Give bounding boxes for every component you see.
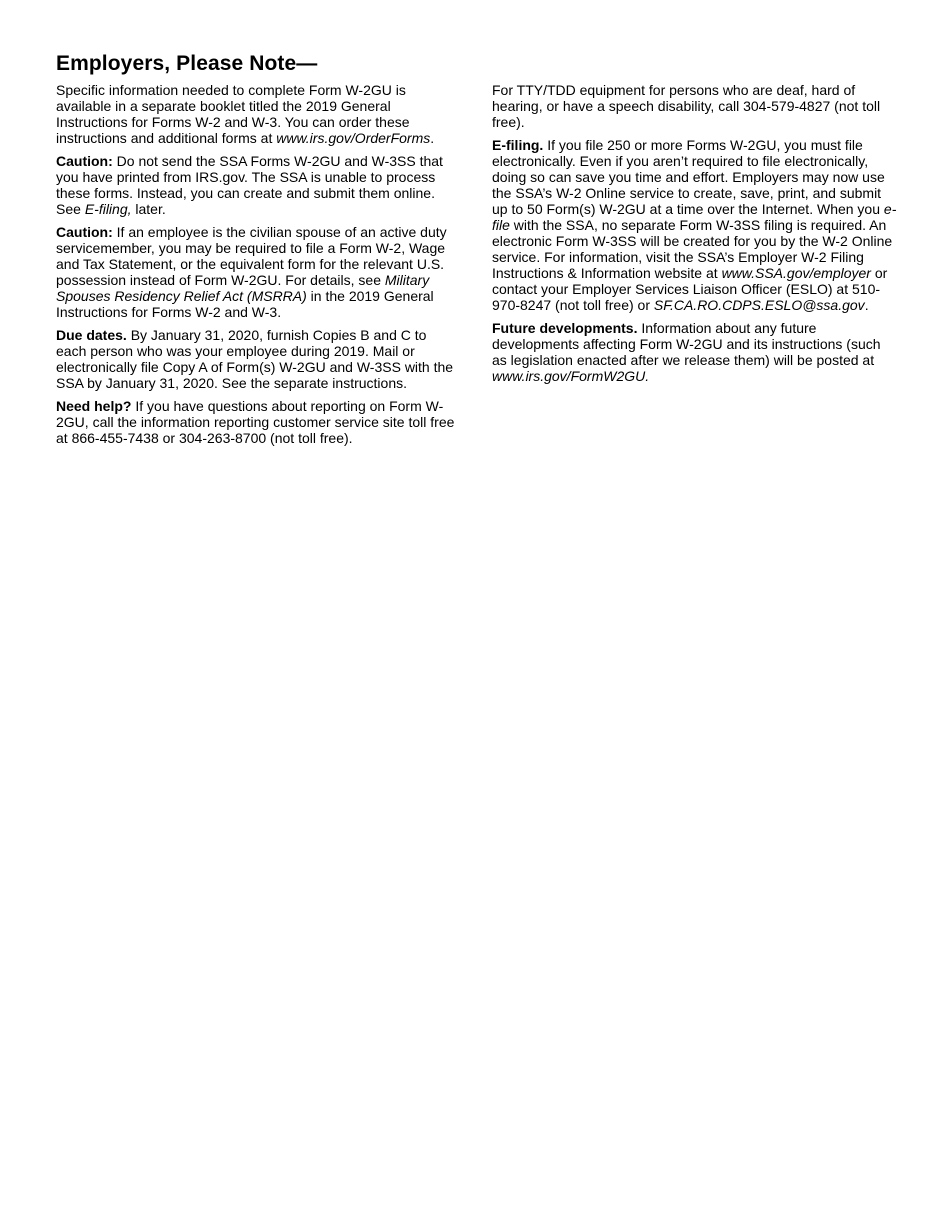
page-title: Employers, Please Note— (56, 52, 318, 75)
paragraph-heading: Caution: (56, 224, 113, 240)
caution-paragraph (56, 153, 460, 217)
caution-msrra-paragraph (56, 224, 460, 320)
future-developments-paragraph (492, 320, 897, 384)
paragraph-text: For TTY/TDD equipment for persons who are deaf, hard of hearing, or have a speech disability, call 304-579-4827 (not toll free). (492, 82, 881, 130)
paragraph-text: By January 31, 2020, furnish Copies B and C to each person who was your employee during 2019. Mail or electronically file Copy A of Form(s) W-2GU and W-3SS with the SSA by January 31, 2020. See the separate instructions. (56, 327, 454, 391)
order-forms-url: www.irs.gov/OrderForms (276, 130, 431, 146)
right-column (492, 82, 897, 391)
paragraph-text: If an employee is the civilian spouse of an active duty servicemember, you may be required to file a Form W-2, Wage and Tax Statement, or the equivalent form for the relevant U.S. possession instead of Form W-2GU. For details, see (56, 224, 447, 288)
italic-term: e-file (492, 201, 897, 233)
paragraph-text: in the 2019 General Instructions for Forms W-2 and W-3. (56, 288, 434, 320)
intro-paragraph (56, 82, 460, 146)
paragraph-heading: Caution: (56, 153, 113, 169)
italic-reference: Military Spouses Residency Relief Act (MSRRA) (56, 272, 430, 304)
paragraph-heading: Need help? (56, 398, 132, 414)
paragraph-text: or contact your Employer Services Liaison Officer (ESLO) at 510-970-8247 (not toll free) or (492, 265, 888, 313)
tty-paragraph (492, 82, 897, 130)
paragraph-text: later. (131, 201, 166, 217)
paragraph-text: Do not send the SSA Forms W-2GU and W-3SS that you have printed from IRS.gov. The SSA is unable to process these forms. Instead, you can create and submit them online. See (56, 153, 443, 217)
need-help-paragraph (56, 398, 460, 446)
paragraph-heading: Future developments. (492, 320, 638, 336)
paragraph-text: . (430, 130, 435, 146)
paragraph-text: Information about any future developments affecting Form W-2GU and its instructions (such as legislation enacted after we release them) will be posted at (492, 320, 881, 368)
paragraph-text: . (864, 297, 869, 313)
form-w2gu-url: www.irs.gov/FormW2GU. (492, 368, 650, 384)
e-filing-paragraph (492, 137, 897, 313)
paragraph-heading: E-filing. (492, 137, 544, 153)
paragraph-text: If you file 250 or more Forms W-2GU, you must file electronically. Even if you aren’t required to file electronically, doing so can save you time and effort. Employers may now use the SSA’s W-2 Online service to create, save, print, and submit up to 50 Form(s) W-2GU at a time over the Internet. When you (492, 137, 885, 217)
left-column (56, 82, 460, 453)
paragraph-text: Specific information needed to complete Form W-2GU is available in a separate booklet titled the 2019 General Instructions for Forms W-2 and W-3. You can order these instructions and additional forms at (56, 82, 410, 146)
eslo-email: SF.CA.RO.CDPS.ESLO@ssa.gov (653, 297, 865, 313)
paragraph-text: If you have questions about reporting on Form W-2GU, call the information reporting customer service site toll free at 866-455-7438 or 304-263-8700 (not toll free). (56, 398, 455, 446)
italic-reference: E-filing, (84, 201, 132, 217)
paragraph-text: with the SSA, no separate Form W-3SS filing is required. An electronic Form W-3SS will be created for you by the W-2 Online service. For information, visit the SSA’s Employer W-2 Filing Instructions & Information website at (492, 217, 893, 281)
ssa-employer-url: www.SSA.gov/employer (721, 265, 871, 281)
due-dates-paragraph (56, 327, 460, 391)
paragraph-heading: Due dates. (56, 327, 127, 343)
